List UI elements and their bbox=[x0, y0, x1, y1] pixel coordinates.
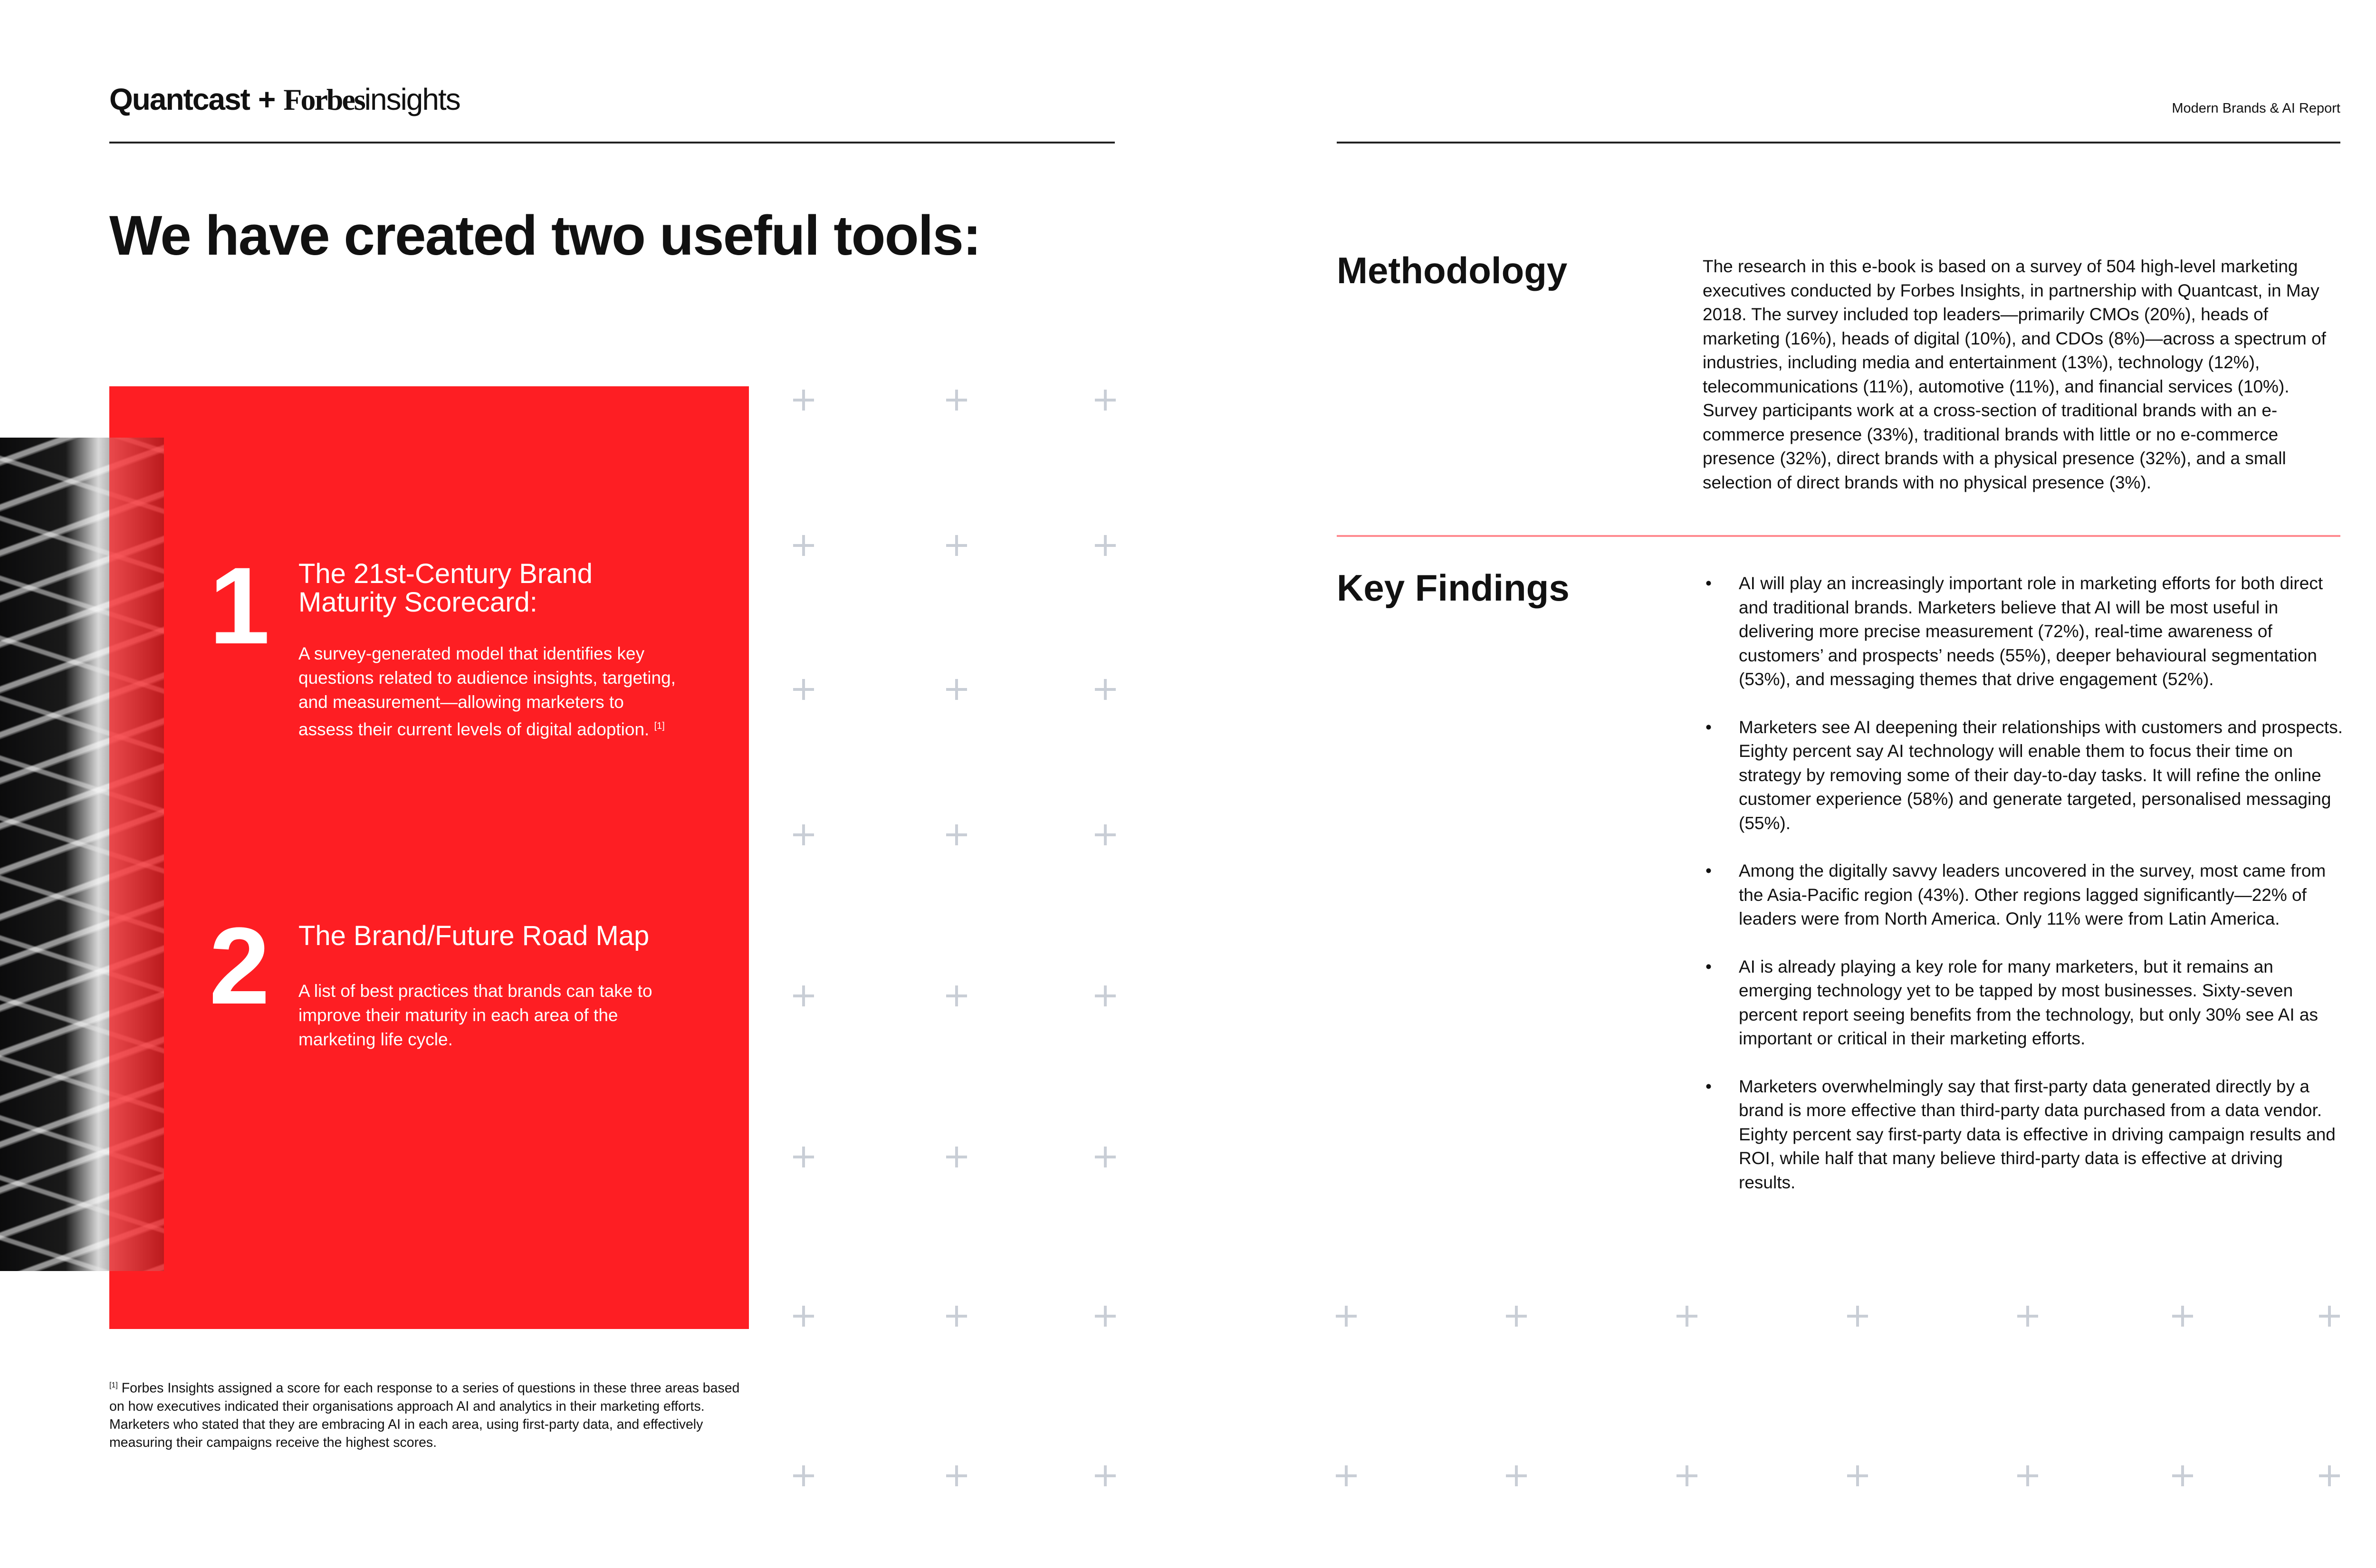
plus-icon bbox=[946, 390, 967, 411]
plus-icon bbox=[946, 1306, 967, 1327]
plus-icon bbox=[1847, 1465, 1868, 1486]
plus-icon bbox=[1336, 1465, 1357, 1486]
plus-icon bbox=[1847, 1306, 1868, 1327]
footnote-marker: [1] bbox=[109, 1381, 118, 1389]
logo bbox=[109, 82, 460, 117]
finding-text: Among the digitally savvy leaders uncovered in the survey, most came from the Asia-Pacific region (43%). Other regions lagged significantly—22% of leaders were from North America. Only 11% were from Latin America. bbox=[1739, 861, 2326, 928]
tool-number: 2 bbox=[209, 905, 270, 1027]
methodology-heading: Methodology bbox=[1337, 249, 1568, 291]
tool-heading: The Brand/Future Road Map bbox=[298, 920, 650, 951]
tool-description bbox=[298, 641, 679, 741]
bullet-icon: • bbox=[1705, 717, 1712, 737]
plus-icon bbox=[793, 1306, 814, 1327]
plus-icon bbox=[793, 390, 814, 411]
plus-icon bbox=[1095, 679, 1116, 700]
footnote-text: Forbes Insights assigned a score for each response to a series of questions in these three areas based on how executives indicated their organisations approach AI and analytics in their marketing efforts. Marketers who stated that they are embracing AI in each area, using first-party data, and effectively measuring their campaigns receive the highest scores. bbox=[109, 1380, 740, 1450]
plus-icon bbox=[1095, 824, 1116, 845]
list-item bbox=[1703, 1075, 2344, 1195]
plus-icon bbox=[1095, 1306, 1116, 1327]
logo-plus: + bbox=[258, 82, 275, 116]
tool-description: A list of best practices that brands can take to improve their maturity in each area of the marketing life cycle. bbox=[298, 981, 652, 1049]
plus-icon bbox=[1095, 1147, 1116, 1167]
plus-icon bbox=[946, 1465, 967, 1486]
plus-icon bbox=[946, 985, 967, 1006]
plus-icon bbox=[2017, 1306, 2038, 1327]
quantcast-logo: Quantcast bbox=[109, 82, 249, 116]
plus-icon bbox=[2172, 1465, 2193, 1486]
section-divider bbox=[1337, 535, 2340, 537]
abstract-photo bbox=[0, 438, 164, 1271]
footnote-ref[interactable]: [1] bbox=[654, 721, 665, 731]
plus-icon bbox=[1095, 985, 1116, 1006]
bullet-icon: • bbox=[1705, 574, 1712, 593]
plus-icon bbox=[1506, 1306, 1527, 1327]
bullet-icon: • bbox=[1705, 956, 1712, 976]
plus-icon bbox=[946, 535, 967, 556]
key-findings-heading: Key Findings bbox=[1337, 567, 1570, 609]
bullet-icon: • bbox=[1705, 1076, 1712, 1096]
insights-logo: insights bbox=[364, 82, 460, 116]
header-rule-right bbox=[1337, 142, 2340, 143]
plus-icon bbox=[2319, 1465, 2340, 1486]
tool-number: 1 bbox=[209, 545, 270, 667]
plus-icon bbox=[1336, 1306, 1357, 1327]
forbes-logo: Forbes bbox=[283, 83, 364, 116]
tool-description-text: A survey-generated model that identifies key questions related to audience insights, targeting, and measurement—allowing marketers to assess their current levels of digital adoption. bbox=[298, 644, 676, 739]
bullet-icon: • bbox=[1705, 861, 1712, 880]
plus-icon bbox=[946, 824, 967, 845]
plus-icon bbox=[2172, 1306, 2193, 1327]
plus-icon bbox=[793, 1465, 814, 1486]
plus-icon bbox=[1506, 1465, 1527, 1486]
list-item bbox=[1703, 859, 2344, 931]
finding-text: AI will play an increasingly important role in marketing efforts for both direct and traditional brands. Marketers believe that AI will be most useful in delivering more precise measurement (72%), real-time awareness of customers’ and prospects’ needs (55%), deeper behavioural segmentation (53%), and messaging themes that drive engagement (52%). bbox=[1739, 574, 2323, 689]
list-item bbox=[1703, 955, 2344, 1051]
plus-icon bbox=[1095, 390, 1116, 411]
finding-text: AI is already playing a key role for many marketers, but it remains an emerging technology yet to be tapped by most businesses. Sixty-seven percent report seeing benefits from the technology, but only 30% see AI as important or critical in their marketing efforts. bbox=[1739, 956, 2318, 1048]
finding-text: Marketers see AI deepening their relationships with customers and prospects. Eighty percent say AI technology will enable them to focus their time on strategy by removing some of their day-to-day tasks. It will refine the online customer experience (58%) and generate targeted, personalised messaging (55%). bbox=[1739, 717, 2343, 833]
plus-icon bbox=[946, 1147, 967, 1167]
report-title: Modern Brands & AI Report bbox=[2172, 101, 2340, 116]
finding-text: Marketers overwhelmingly say that first-party data generated directly by a brand is more effective than third-party data purchased from a data vendor. Eighty percent say first-party data is effective in driving campaign results and ROI, while half that many believe third-party data is effective at driving results. bbox=[1739, 1076, 2336, 1192]
list-item bbox=[1703, 572, 2344, 692]
plus-icon bbox=[1677, 1306, 1697, 1327]
footnote bbox=[109, 1377, 756, 1452]
plus-icon bbox=[1095, 1465, 1116, 1486]
header-rule-left bbox=[109, 142, 1115, 143]
plus-icon bbox=[793, 679, 814, 700]
key-findings-list bbox=[1703, 572, 2344, 1218]
page-title: We have created two useful tools: bbox=[109, 204, 981, 267]
tool-heading-line: The 21st-Century Brand bbox=[298, 558, 593, 589]
tool-heading-line: Maturity Scorecard: bbox=[298, 587, 537, 618]
tools-panel bbox=[109, 386, 749, 1329]
plus-icon bbox=[793, 985, 814, 1006]
plus-icon bbox=[793, 535, 814, 556]
plus-icon bbox=[1095, 535, 1116, 556]
plus-icon bbox=[793, 1147, 814, 1167]
list-item bbox=[1703, 716, 2344, 836]
plus-icon bbox=[1677, 1465, 1697, 1486]
plus-icon bbox=[946, 679, 967, 700]
plus-icon bbox=[2319, 1306, 2340, 1327]
plus-icon bbox=[2017, 1465, 2038, 1486]
methodology-text: The research in this e-book is based on a survey of 504 high-level marketing executives conducted by Forbes Insights, in partnership with Quantcast, in May 2018. The survey included top leaders—primarily CMOs (20%), heads of marketing (16%), heads of digital (10%), and CDOs (8%)—across a spectrum of industries, including media and entertainment (13%), technology (12%), telecommunications (11%), automotive (11%), and financial services (10%). Survey participants work at a cross-section of traditional brands with an e-commerce presence (33%), traditional brands with little or no e-commerce presence (32%), direct brands with a physical presence (32%), and a small selection of direct brands with no physical presence (3%). bbox=[1703, 257, 2326, 492]
tool-heading bbox=[298, 560, 593, 617]
plus-icon bbox=[793, 824, 814, 845]
